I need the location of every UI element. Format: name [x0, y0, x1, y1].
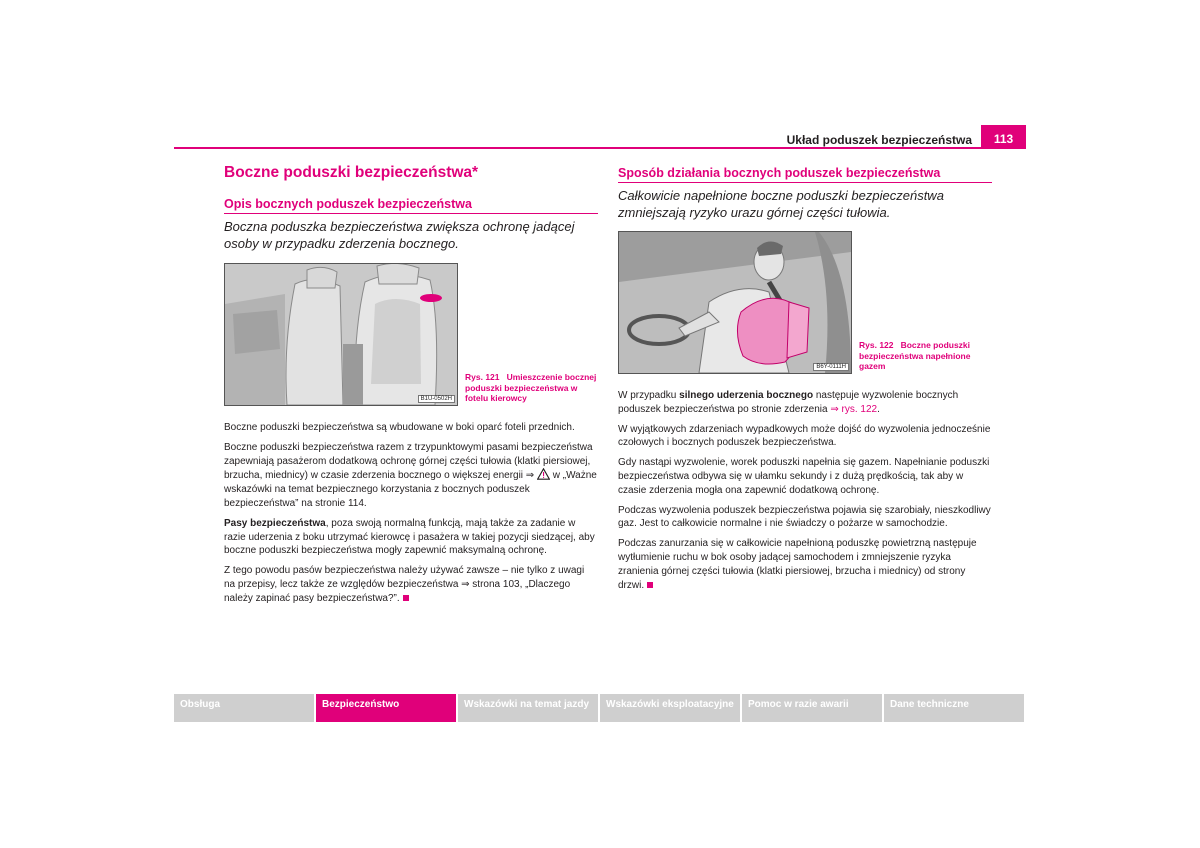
figure-reference-link[interactable]: ⇒ rys. 122 — [830, 403, 878, 415]
nav-tab-bezpieczenstwo[interactable]: Bezpieczeństwo — [316, 694, 456, 722]
page-number: 113 — [981, 125, 1026, 149]
running-header-title: Układ poduszek bezpieczeństwa — [786, 133, 972, 147]
nav-tab-obsluga[interactable]: Obsługa — [174, 694, 314, 722]
end-marker-icon — [647, 582, 653, 588]
figure-code: B1U-0502H — [418, 395, 455, 403]
driver-airbag-illustration — [619, 232, 851, 373]
nav-tab-wskazowki-eksploatacyjne[interactable]: Wskazówki eksploatacyjne — [600, 694, 740, 722]
right-paragraph-1: W przypadku silnego uderzenia bocznego następuje wyzwolenie bocznych poduszek bezpieczeństwa po stronie zderzenia ⇒ rys. 122. — [618, 390, 959, 415]
header-rule — [174, 147, 1026, 149]
caption-number: Rys. 121 — [465, 372, 500, 382]
chapter-navigation — [174, 694, 1024, 722]
nav-tab-pomoc[interactable]: Pomoc w razie awarii — [742, 694, 882, 722]
section-title: Boczne poduszki bezpieczeństwa* — [224, 164, 479, 181]
caption-text: Boczne poduszki bezpieczeństwa napełnione gazem — [859, 340, 971, 371]
left-body — [224, 421, 598, 612]
left-lead-text: Boczna poduszka bezpieczeństwa zwiększa ochronę jadącej osoby w przypadku zderzenia bocznego. — [224, 219, 575, 251]
right-paragraph: W wyjątkowych zdarzeniach wypadkowych może dojść do wyzwolenia jednocześnie czołowych i bocznych poduszek bezpieczeństwa. — [618, 423, 991, 449]
figure-caption-121 — [465, 372, 600, 404]
caption-number: Rys. 122 — [859, 340, 894, 350]
right-body — [618, 389, 992, 598]
figure-code: B6Y-0111H — [813, 363, 849, 371]
left-paragraph: Boczne poduszki bezpieczeństwa są wbudowane w boki oparć foteli przednich. — [224, 422, 575, 433]
right-paragraph: Podczas wyzwolenia poduszek bezpieczeństwa pojawia się szarobiały, nieszkodliwy gaz. Jest to całkowicie normalne i nie świadczy o pożarze w samochodzie. — [618, 504, 991, 530]
figure-airbag-inflated — [618, 231, 852, 374]
right-paragraph-end: Podczas zanurzania się w całkowicie napełnioną poduszkę powietrzną następuje wytłumienie ruchu w bok osoby jadącej samochodem i zmniejszenie ryzyka zranienia górnej części tułowia (klatki piersiowej, brzucha i miednicy) od strony drzwi. — [618, 538, 977, 591]
warning-triangle-icon — [537, 468, 550, 480]
nav-tab-dane-techniczne[interactable]: Dane techniczne — [884, 694, 1024, 722]
figure-caption-122 — [859, 340, 989, 372]
caption-text: Umieszczenie bocznej poduszki bezpieczeństwa w fotelu kierowcy — [465, 372, 597, 403]
right-subtitle: Sposób działania bocznych poduszek bezpieczeństwa — [618, 166, 992, 183]
seat-illustration — [225, 264, 457, 405]
figure-seat-airbag-location — [224, 263, 458, 406]
left-subtitle: Opis bocznych poduszek bezpieczeństwa — [224, 197, 598, 214]
nav-tab-wskazowki-jazdy[interactable]: Wskazówki na temat jazdy — [458, 694, 598, 722]
left-paragraph-belts: Pasy bezpieczeństwa, poza swoją normalną funkcją, mają także za zadanie w razie uderzenia z boku utrzymać kierowcę i pasażera w takiej pozycji siedzącej, aby boczne poduszki bezpieczeństwa mogły zapewnić maksymalną ochronę. — [224, 517, 595, 557]
left-paragraph-end: Z tego powodu pasów bezpieczeństwa należy używać zawsze – nie tylko z uwagi na przepisy, lecz także ze względów bezpieczeństwa ⇒ strona 103, „Dlaczego należy zapinać pasy bezpieczeństwa?”. — [224, 565, 585, 604]
right-paragraph: Gdy nastąpi wyzwolenie, worek poduszki napełnia się gazem. Napełnianie poduszki bezpieczeństwa odbywa się w ułamku sekundy i z dużą prędkością, tak aby w czasie zderzenia mogła ona zapewnić dodatkową ochronę. — [618, 457, 990, 496]
right-lead-text: Całkowicie napełnione boczne poduszki bezpieczeństwa zmniejszają ryzyko urazu górnej części tułowia. — [618, 188, 944, 220]
end-marker-icon — [403, 595, 409, 601]
left-paragraph-warning: Boczne poduszki bezpieczeństwa razem z trzypunktowymi pasami bezpieczeństwa zapewniają pasażerom dodatkową ochronę górnej części tułowia (klatki piersiowej, brzucha, miednicy) w czasie zderzenia bocznego o większej energii ⇒ w „Ważne wskazówki na temat bezpiecznego korzystania z bocznych poduszek bezpieczeństwa” na stronie 114. — [224, 441, 597, 509]
